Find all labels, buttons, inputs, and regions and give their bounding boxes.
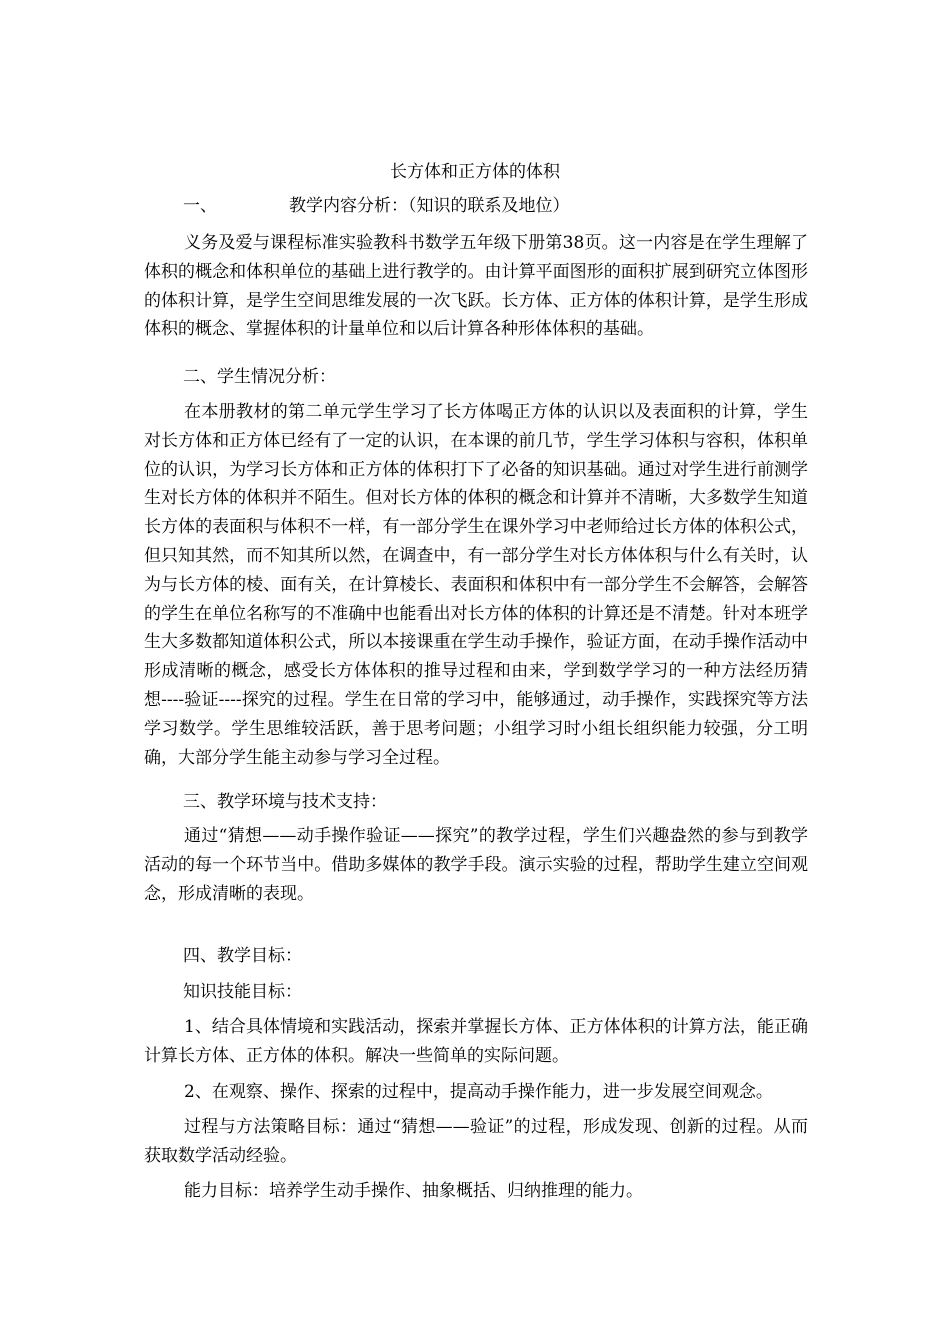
section-3-paragraph: 通过“猜想——动手操作验证——探究”的教学过程，学生们兴趣盎然的参与到教学活动的每一个环节当中。借助多媒体的教学手段。演示实验的过程，帮助学生建立空间观念，形成清晰的表现。 xyxy=(144,826,808,904)
process-method-objective: 过程与方法策略目标：通过“猜想——验证”的过程，形成发现、创新的过程。从而获取数学活动经验。 xyxy=(144,1117,808,1166)
section-1-heading-text: 教学内容分析：（知识的联系及地位） xyxy=(289,196,570,216)
section-1-heading xyxy=(183,192,570,220)
ability-objective: 能力目标：培养学生动手操作、抽象概括、归纳推理的能力。 xyxy=(184,1181,643,1201)
section-1-paragraph: 义务及爱与课程标准实验教科书数学五年级下册第38页。这一内容是在学生理解了体积的概念和体积单位的基础上进行教学的。由计算平面图形的面积扩展到研究立体图形的体积计算，是学生空间思维发展的一次飞跃。长方体、正方体的体积计算，是学生形成体积的概念、掌握体积的计量单位和以后计算各种形体体积的基础。 xyxy=(144,233,808,340)
document-title: 长方体和正方体的体积 xyxy=(390,162,560,182)
section-4-heading: 四、教学目标： xyxy=(183,946,302,966)
section-2-heading: 二、学生情况分析： xyxy=(183,367,336,387)
section-2-paragraph: 在本册教材的第二单元学生学习了长方体喝正方体的认识以及表面积的计算，学生对长方体和正方体已经有了一定的认识，在本课的前几节，学生学习体积与容积，体积单位的认识，为学习长方体和正方体的体积打下了必备的知识基础。通过对学生进行前测学生对长方体的体积并不陌生。但对长方体的体积的概念和计算并不清晰，大多数学生知道长方体的表面积与体积不一样，有一部分学生在课外学习中老师给过长方体的体积公式，但只知其然，而不知其所以然，在调查中，有一部分学生对长方体体积与什么有关时，认为与长方体的棱、面有关，在计算棱长、表面积和体积中有一部分学生不会解答，会解答的学生在单位名称写的不准确中也能看出对长方体的体积的计算还是不清楚。针对本班学生大多数都知道体积公式，所以本接课重在学生动手操作，验证方面，在动手操作活动中形成清晰的概念，感受长方体体积的推导过程和由来，学到数学学习的一种方法经历猜想----验证----探究的过程。学生在日常的学习中，能够通过，动手操作，实践探究等方法学习数学。学生思维较活跃，善于思考问题；小组学习时小组长组织能力较强，分工明确，大部分学生能主动参与学习全过程。 xyxy=(144,402,808,768)
section-3-heading: 三、教学环境与技术支持： xyxy=(183,792,387,812)
objective-item-2: 2、在观察、操作、探索的过程中，提高动手操作能力，进一步发展空间观念。 xyxy=(184,1082,773,1102)
objective-item-1: 1、结合具体情境和实践活动，探索并掌握长方体、正方体体积的计算方法，能正确计算长方体、正方体的体积。解决一些简单的实际问题。 xyxy=(144,1017,808,1066)
section-1-number: 一、 xyxy=(183,196,217,216)
knowledge-skills-heading: 知识技能目标： xyxy=(183,982,302,1002)
